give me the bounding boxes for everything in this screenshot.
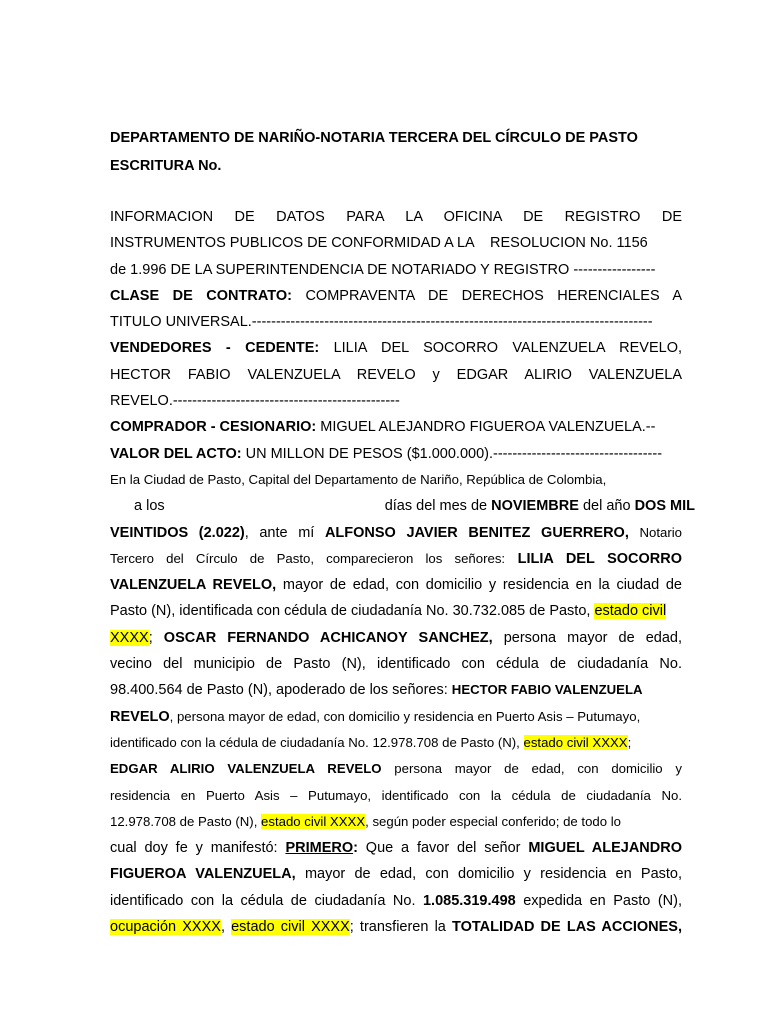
body-line	[110, 598, 682, 624]
document-header	[110, 124, 670, 180]
body-text: Tercero del Círculo de Pasto, comparecieron los señores:	[110, 550, 506, 566]
body-text: , ante mí	[244, 524, 315, 541]
buyer-label: COMPRADOR - CESIONARIO:	[110, 419, 317, 436]
act-value: UN MILLON DE PESOS ($1.000.000).-----------------------------------	[245, 445, 663, 462]
body-text: persona mayor de edad,	[503, 629, 683, 646]
notary-name: ALFONSO JAVIER BENITEZ GUERRERO,	[324, 524, 629, 541]
year-text: DOS MIL	[634, 498, 695, 515]
person-name: LILIA DEL SOCORRO	[517, 550, 682, 567]
highlighted-field: XXXX	[110, 629, 149, 646]
body-text: días del mes de	[384, 498, 488, 515]
body-text: , persona mayor de edad, con domicilio y residencia en Puerto Asis – Putumayo,	[169, 708, 641, 724]
body-text: ; transfieren la	[349, 919, 446, 936]
body-text: Notario	[639, 524, 682, 540]
body-line	[110, 756, 682, 782]
contract-type-label: CLASE DE CONTRATO:	[110, 287, 292, 304]
body-text: expedida en Pasto (N),	[523, 892, 682, 909]
buyer-value: MIGUEL ALEJANDRO FIGUEROA VALENZUELA.--	[320, 419, 656, 436]
person-name: REVELO	[110, 708, 170, 725]
person-name: OSCAR FERNANDO ACHICANOY SANCHEZ,	[163, 629, 493, 646]
highlighted-field: estado civil XXXX	[523, 734, 628, 750]
year-text: VEINTIDOS (2.022)	[110, 524, 245, 541]
body-line	[110, 835, 682, 861]
body-text: :	[353, 840, 358, 857]
sellers-label: VENDEDORES - CEDENTE:	[110, 340, 320, 357]
person-name: EDGAR ALIRIO VALENZUELA REVELO	[110, 761, 382, 777]
body-text: identificado con la cédula de ciudadanía No.	[110, 892, 416, 909]
person-name: VALENZUELA REVELO,	[110, 577, 277, 594]
body-line	[110, 572, 682, 598]
body-text: identificado con la cédula de ciudadanía No. 12.978.708 de Pasto (N),	[110, 734, 520, 750]
highlighted-field: estado civil XXXX	[261, 813, 366, 829]
body-text: ;	[148, 629, 153, 646]
sellers-line: HECTOR FABIO VALENZUELA REVELO y EDGAR ALIRIO VALENZUELA	[110, 366, 682, 383]
body-text: cual doy fe y manifestó:	[110, 840, 278, 857]
act-value-label: VALOR DEL ACTO:	[110, 445, 242, 462]
deed-number-label: ESCRITURA No.	[110, 158, 222, 174]
intro-line	[110, 230, 682, 256]
body-line	[110, 546, 682, 572]
body-line: En la Ciudad de Pasto, Capital del Departamento de Nariño, República de Colombia,	[110, 471, 607, 487]
body-text: mayor de edad, con domicilio y residencia en Pasto,	[304, 866, 683, 883]
body-text: ;	[627, 734, 632, 750]
body-text: 12.978.708 de Pasto (N),	[110, 813, 258, 829]
person-name: MIGUEL ALEJANDRO	[528, 840, 683, 857]
person-name: FIGUEROA VALENZUELA,	[110, 866, 296, 883]
body-line: residencia en Puerto Asis – Putumayo, identificado con la cédula de ciudadanía No.	[110, 787, 682, 803]
body-line	[110, 888, 682, 914]
body-text: Pasto (N), identificada con cédula de ciudadanía No. 30.732.085 de Pasto,	[110, 603, 591, 620]
body-line	[110, 493, 695, 519]
id-number: 1.085.319.498	[422, 892, 516, 909]
intro-line: INFORMACION DE DATOS PARA LA OFICINA DE REGISTRO DE	[110, 209, 682, 225]
body-line	[110, 677, 682, 703]
intro-text: INSTRUMENTOS PUBLICOS DE CONFORMIDAD A LA RESOLUCION No. 1156	[110, 235, 648, 252]
sellers-value: LILIA DEL SOCORRO VALENZUELA REVELO,	[333, 340, 682, 357]
body-text: Que a favor del señor	[365, 840, 521, 857]
document-body	[110, 204, 695, 940]
body-text: , según poder especial conferido; de todo lo	[365, 813, 621, 829]
body-line	[110, 730, 682, 756]
buyer-line	[110, 414, 682, 440]
body-text: mayor de edad, con domicilio y residencia en la ciudad de	[282, 577, 682, 594]
body-text: del año	[582, 498, 631, 515]
body-text: TOTALIDAD DE LAS ACCIONES,	[452, 919, 682, 936]
body-line	[110, 625, 682, 651]
person-name: HECTOR FABIO VALENZUELA	[451, 682, 643, 698]
header-title: DEPARTAMENTO DE NARIÑO-NOTARIA TERCERA DEL CÍRCULO DE PASTO	[110, 130, 638, 146]
body-text: persona mayor de edad, con domicilio y	[394, 761, 683, 777]
body-line	[110, 914, 682, 940]
contract-type-line: TITULO UNIVERSAL.-----------------------------------------------------------------------------------	[110, 314, 653, 331]
highlighted-field: estado civil	[594, 603, 667, 620]
sellers-line	[110, 335, 682, 361]
primero-heading: PRIMERO	[285, 840, 354, 857]
highlighted-field: estado civil XXXX	[231, 919, 350, 936]
body-text: 98.400.564 de Pasto (N), apoderado de los señores:	[110, 682, 448, 699]
highlighted-field: ocupación XXXX	[110, 919, 221, 936]
sellers-line: REVELO.-----------------------------------------------	[110, 393, 400, 410]
contract-type-value: COMPRAVENTA DE DERECHOS HERENCIALES A	[305, 287, 682, 304]
body-line	[110, 704, 682, 730]
intro-line: de 1.996 DE LA SUPERINTENDENCIA DE NOTARIADO Y REGISTRO -----------------	[110, 261, 656, 278]
act-value-line	[110, 441, 682, 467]
month-name: NOVIEMBRE	[491, 498, 579, 515]
body-line	[110, 861, 682, 887]
body-line	[110, 520, 682, 546]
body-text: a los	[134, 498, 165, 515]
body-line: vecino del municipio de Pasto (N), identificado con cédula de ciudadanía No.	[110, 656, 682, 673]
contract-type-line	[110, 283, 682, 309]
body-text: ,	[220, 919, 225, 936]
body-line	[110, 809, 682, 835]
